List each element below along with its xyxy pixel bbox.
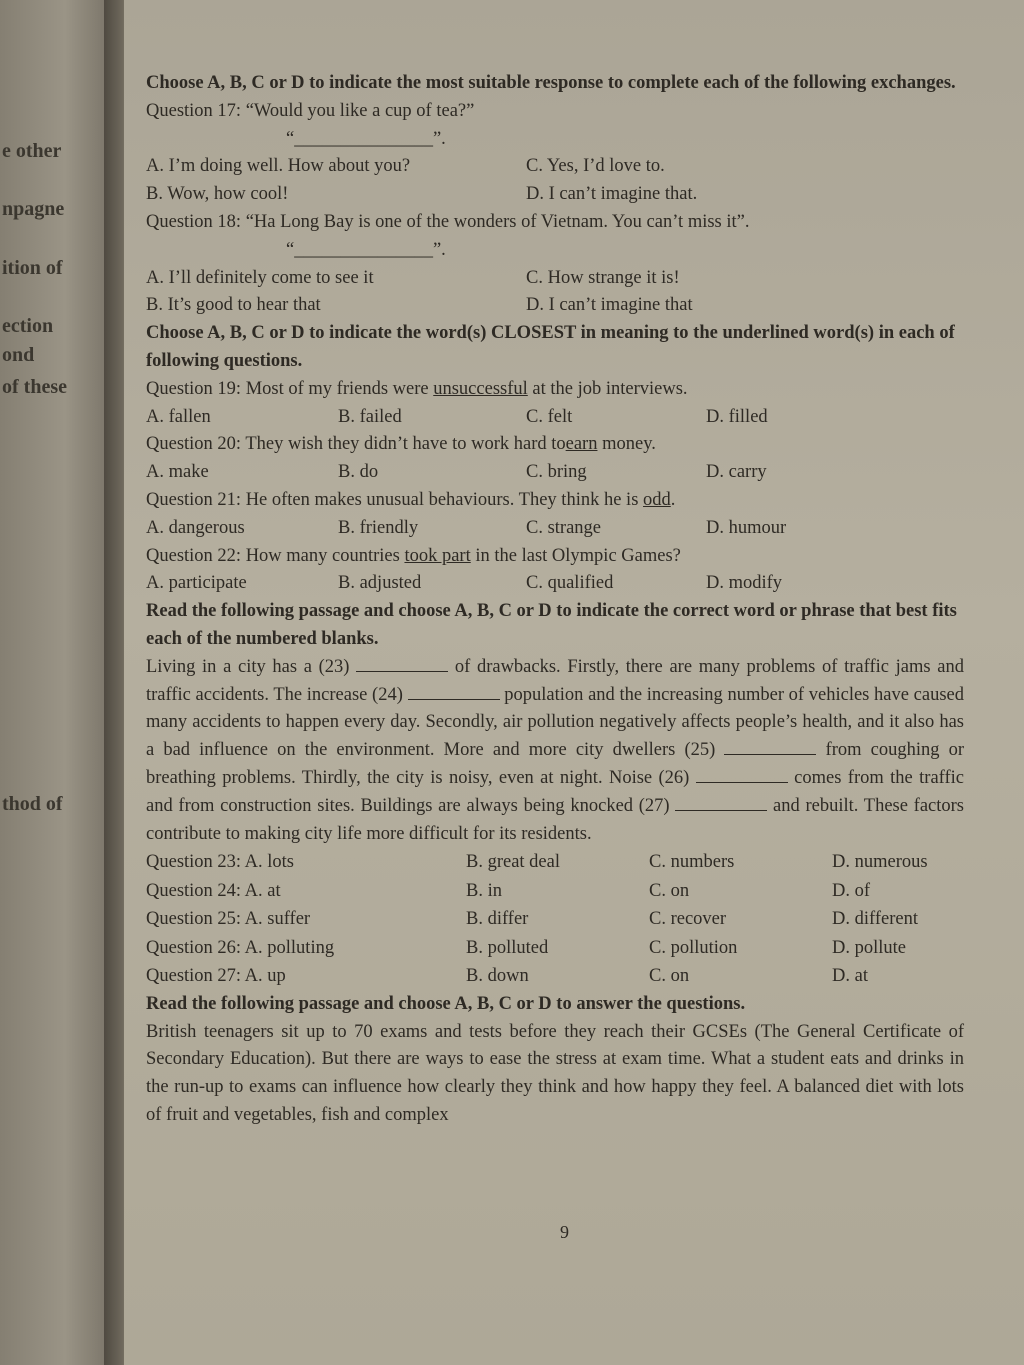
passage-text: comes from the traffic and from construction sites. Buildings are always being knocked (27) — [146, 767, 964, 816]
question-text: Question 20: They wish they didn’t have to work hard to — [146, 434, 566, 455]
passage-text: and rebuilt. These factors contribute to making city life more difficult for its residents. — [146, 795, 964, 844]
section1-instruction: Choose A, B, C or D to indicate the most suitable response to complete each of the following exchanges. — [146, 73, 956, 93]
underlined-word: took part — [404, 545, 471, 566]
option-d: D. filled — [706, 406, 768, 427]
margin-fragment: e other — [2, 140, 62, 162]
option-c: C. numbers — [649, 852, 735, 873]
option-d: D. pollute — [832, 937, 906, 958]
q20-options — [146, 459, 964, 487]
question-23-option-a: Question 23: A. lots — [146, 852, 295, 873]
option-d: D. of — [832, 880, 871, 901]
question-text: in the last Olympic Games? — [470, 545, 681, 566]
option-b: B. It’s good to hear that — [146, 295, 321, 316]
option-d: D. I can’t imagine that. — [526, 184, 698, 205]
option-b: B. differ — [466, 909, 529, 930]
question-19 — [146, 376, 964, 404]
question-17: Question 17: “Would you like a cup of tea?” — [146, 100, 475, 121]
option-a: A. I’ll definitely come to see it — [146, 267, 374, 288]
underlined-word: unsuccessful — [433, 378, 528, 399]
option-c: C. felt — [526, 406, 573, 427]
option-b: B. do — [338, 462, 379, 483]
question-text: money. — [597, 434, 656, 455]
question-24-option-a: Question 24: A. at — [146, 880, 281, 901]
underlined-word: earn — [565, 434, 598, 455]
q22-options — [146, 570, 964, 598]
section4-instruction: Read the following passage and choose A, B, C or D to answer the questions. — [146, 993, 746, 1014]
option-c: C. qualified — [526, 573, 614, 594]
blank-24 — [408, 683, 500, 700]
option-a: A. dangerous — [146, 517, 245, 538]
option-d: D. I can’t imagine that — [526, 295, 693, 316]
option-d: D. modify — [706, 573, 783, 594]
question-text: Question 19: Most of my friends were — [146, 378, 434, 399]
question-text: at the job interviews. — [527, 378, 688, 399]
answer-blank: “_______________”. — [286, 128, 446, 149]
option-d: D. at — [832, 966, 868, 987]
option-c: C. recover — [649, 909, 727, 930]
option-c: C. Yes, I’d love to. — [526, 156, 665, 177]
option-a: A. fallen — [146, 406, 211, 427]
option-b: B. Wow, how cool! — [146, 184, 289, 205]
question-text: Question 22: How many countries — [146, 545, 405, 566]
exam-page — [124, 0, 1024, 1365]
margin-fragment: ition of — [2, 257, 63, 279]
cloze-passage — [146, 654, 964, 849]
blank-26 — [696, 766, 788, 783]
margin-fragment: thod of — [2, 793, 63, 815]
option-c: C. on — [649, 880, 690, 901]
margin-fragment: ection — [2, 315, 54, 337]
passage-text: of drawbacks. Firstly, there are many problems of traffic jams and traffic accidents. The increase (24) — [146, 656, 964, 705]
question-27-option-a: Question 27: A. up — [146, 966, 286, 987]
passage-text: population and the increasing number of vehicles have caused many accidents to happen every day. Secondly, air pollution negatively affects people’s health, and it also has a bad influence on the environment. More and more city dwellers (25) — [146, 684, 964, 761]
blank-27 — [675, 794, 767, 811]
q17-options — [146, 153, 964, 209]
option-c: C. How strange it is! — [526, 267, 680, 288]
question-26-option-a: Question 26: A. polluting — [146, 937, 335, 958]
question-22 — [146, 543, 964, 571]
option-b: B. failed — [338, 406, 402, 427]
option-b: B. great deal — [466, 852, 560, 873]
option-c: C. strange — [526, 517, 602, 538]
question-text: Question 21: He often makes unusual behaviours. They think he is — [146, 489, 644, 510]
option-c: C. on — [649, 966, 690, 987]
option-a: A. participate — [146, 573, 247, 594]
option-b: B. friendly — [338, 517, 419, 538]
passage-text: from coughing or breathing problems. Thirdly, the city is noisy, even at night. Noise (26) — [146, 740, 964, 788]
option-c: C. bring — [526, 462, 587, 483]
q19-options — [146, 404, 964, 432]
page-content — [146, 70, 964, 1130]
option-a: A. make — [146, 462, 209, 483]
q18-options — [146, 265, 964, 321]
margin-fragment: ond — [2, 344, 35, 366]
option-d: D. carry — [706, 462, 767, 483]
question-21 — [146, 487, 964, 515]
option-d: D. different — [832, 909, 918, 930]
cloze-answer-grid — [146, 848, 964, 991]
page-number: 9 — [560, 1222, 569, 1242]
blank-23 — [356, 655, 448, 672]
question-text: . — [670, 489, 676, 510]
margin-fragment: npagne — [2, 198, 65, 220]
margin-fragment: of these — [2, 376, 67, 398]
option-b: B. down — [466, 966, 529, 987]
question-18: Question 18: “Ha Long Bay is one of the wonders of Vietnam. You can’t miss it”. — [146, 211, 750, 232]
blank-25 — [724, 738, 816, 755]
option-b: B. in — [466, 880, 502, 901]
option-b: B. polluted — [466, 937, 549, 958]
answer-blank: “_______________”. — [286, 239, 446, 260]
section2-instruction: Choose A, B, C or D to indicate the word(s) CLOSEST in meaning to the underlined word(s) in each of following questions. — [146, 323, 955, 371]
option-a: A. I’m doing well. How about you? — [146, 156, 411, 177]
reading-passage: British teenagers sit up to 70 exams and tests before they reach their GCSEs (The General Certificate of Secondary Education). But there are ways to ease the stress at exam time. What a student eats and drinks in the run-up to exams can influence how clearly they think and how happy they feel. A balanced diet with lots of fruit and vegetables, fish and complex — [146, 1021, 964, 1125]
underlined-word: odd — [643, 489, 671, 510]
question-25-option-a: Question 25: A. suffer — [146, 909, 311, 930]
q21-options — [146, 515, 964, 543]
question-20 — [146, 431, 964, 459]
option-b: B. adjusted — [338, 573, 422, 594]
option-d: D. humour — [706, 517, 787, 538]
passage-text: Living in a city has a (23) — [146, 656, 350, 677]
option-d: D. numerous — [832, 852, 928, 873]
option-c: C. pollution — [649, 937, 738, 958]
left-page-edge — [0, 0, 108, 1365]
section3-instruction: Read the following passage and choose A, B, C or D to indicate the correct word or phrase that best fits each of the numbered blanks. — [146, 601, 957, 649]
